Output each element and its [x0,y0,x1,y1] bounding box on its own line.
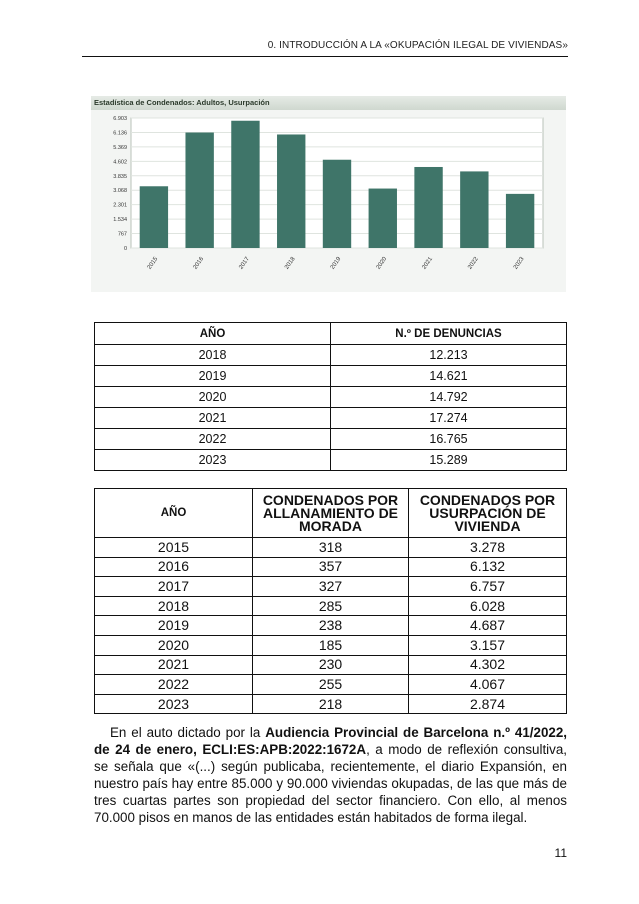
bar-2022 [460,171,488,248]
y-tick-label: 3.835 [113,173,127,180]
cell-denuncias: 12.213 [331,345,567,366]
cell-usurpacion: 3.157 [409,635,567,655]
x-tick-label: 2023 [513,256,526,271]
table-row [95,366,567,387]
cell-ano: 2015 [95,538,253,558]
running-header: 0. INTRODUCCIÓN A LA «OKUPACIÓN ILEGAL DE VIVIENDAS» [82,40,568,57]
paragraph-text-after: , a modo de reflexión consultiva, se señala que «(...) según publicaba, recientemente, el diario Expansión, en nuestro país hay entre 85.000 y 90.000 viviendas okupadas, de las que más de tres cuartas partes son propiedad del sector financiero. Con ello, al menos 70.000 pisos en manos de las entidades están habitados de forma ilegal. [94,742,567,825]
cell-usurpacion: 4.067 [409,675,567,695]
column-header-usurpacion: CONDENADOS POR USURPACIÓN DE VIVIENDA [409,489,567,538]
cell-ano: 2019 [95,616,253,636]
x-tick-label: 2019 [329,256,343,271]
table-row [95,694,567,714]
y-tick-label: 5.369 [113,144,127,151]
bar-2020 [369,189,397,248]
table-row [95,635,567,655]
column-header-denuncias: N.º DE DENUNCIAS [331,323,567,345]
x-tick-label: 2016 [192,256,206,271]
cell-usurpacion: 4.302 [409,655,567,675]
table-row [95,675,567,695]
table-row [95,387,567,408]
denuncias-table [94,322,567,471]
cell-allanamiento: 238 [253,616,409,636]
x-tick-label: 2017 [238,256,251,271]
table-row [95,538,567,558]
bar-2021 [414,167,442,248]
cell-allanamiento: 230 [253,655,409,675]
cell-ano: 2022 [95,675,253,695]
y-tick-label: 2.301 [113,202,127,209]
x-tick-label: 2018 [284,256,297,271]
body-paragraph [94,724,567,826]
cell-ano: 2023 [95,450,331,471]
condenados-table [94,488,567,714]
cell-allanamiento: 255 [253,675,409,695]
table-header-row [95,489,567,538]
column-header-ano: AÑO [95,489,253,538]
bar-chart [91,96,566,292]
cell-allanamiento: 218 [253,694,409,714]
cell-ano: 2021 [95,408,331,429]
column-header-allanamiento: CONDENADOS POR ALLANAMIENTO DE MORADA [253,489,409,538]
x-tick-label: 2020 [375,256,389,271]
cell-ano: 2022 [95,429,331,450]
cell-allanamiento: 185 [253,635,409,655]
table-header-row [95,323,567,345]
y-tick-label: 767 [117,231,127,238]
table-row [95,429,567,450]
bar-2019 [323,160,351,248]
chart-title: Estadística de Condenados: Adultos, Usurpación [91,96,566,110]
y-tick-label: 6.903 [113,116,127,122]
cell-ano: 2020 [95,387,331,408]
cell-usurpacion: 3.278 [409,538,567,558]
cell-allanamiento: 285 [253,596,409,616]
cell-ano: 2018 [95,596,253,616]
cell-usurpacion: 6.757 [409,577,567,597]
y-tick-label: 1.534 [113,217,127,224]
cell-ano: 2016 [95,557,253,577]
y-tick-label: 3.068 [113,188,127,195]
table-row [95,345,567,366]
cell-denuncias: 17.274 [331,408,567,429]
bar-2017 [231,121,259,248]
cell-denuncias: 16.765 [331,429,567,450]
cell-usurpacion: 2.874 [409,694,567,714]
bar-2016 [185,133,213,248]
bar-2023 [506,194,534,248]
cell-denuncias: 14.792 [331,387,567,408]
cell-ano: 2017 [95,577,253,597]
cell-denuncias: 14.621 [331,366,567,387]
table-row [95,596,567,616]
table-row [95,408,567,429]
cell-ano: 2023 [95,694,253,714]
column-header-ano: AÑO [95,323,331,345]
y-tick-label: 6.136 [113,130,127,137]
x-tick-label: 2015 [146,256,160,271]
bar-2015 [140,186,168,248]
paragraph-text-before: En el auto dictado por la [110,725,266,740]
page-number: 11 [554,846,567,860]
paragraph-citation: Audiencia Provincial de Barcelona n.º 41/2022, de 24 de enero, ECLI:ES:APB:2022:1672A [94,725,568,757]
cell-ano: 2020 [95,635,253,655]
table-row [95,557,567,577]
x-tick-label: 2021 [421,256,435,271]
cell-denuncias: 15.289 [331,450,567,471]
cell-usurpacion: 6.028 [409,596,567,616]
y-tick-label: 0 [123,246,127,252]
cell-ano: 2021 [95,655,253,675]
table-row [95,616,567,636]
table-row [95,450,567,471]
cell-allanamiento: 318 [253,538,409,558]
cell-usurpacion: 6.132 [409,557,567,577]
chart-plot [91,110,566,292]
cell-ano: 2019 [95,366,331,387]
table-row [95,655,567,675]
cell-allanamiento: 357 [253,557,409,577]
y-tick-label: 4.602 [113,159,127,166]
bar-2018 [277,134,305,248]
cell-allanamiento: 327 [253,577,409,597]
cell-usurpacion: 4.687 [409,616,567,636]
x-tick-label: 2022 [467,256,480,271]
cell-ano: 2018 [95,345,331,366]
table-row [95,577,567,597]
